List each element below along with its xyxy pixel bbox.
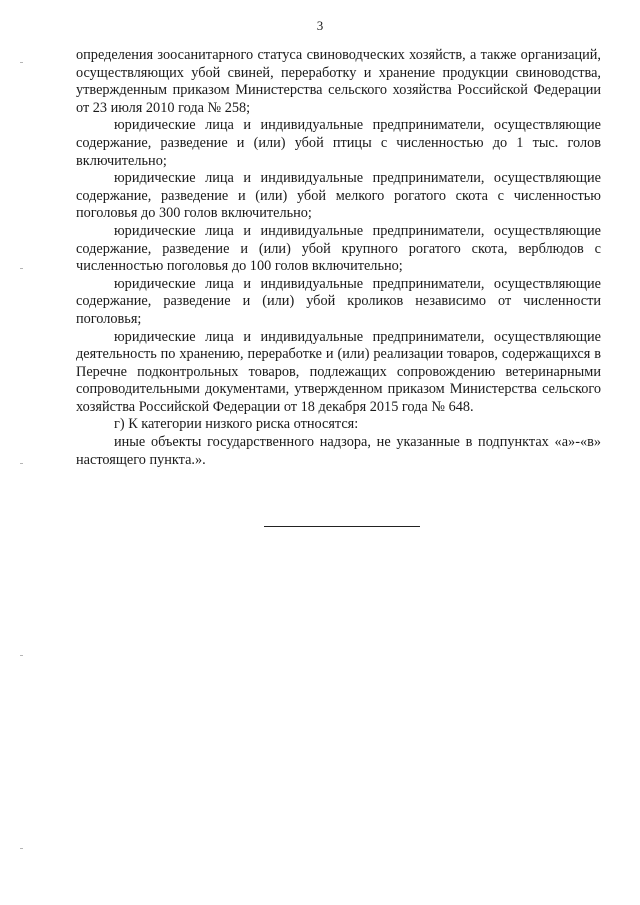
paragraph-small-cattle: юридические лица и индивидуальные предприниматели, осуществляющие содержание, разведение и (или) убой мелкого рогатого скота с численностью поголовья до 300 голов включительно; (76, 170, 601, 222)
page-number: 3 (316, 18, 324, 33)
paragraph-zoosanitary-status: определения зоосанитарного статуса свиноводческих хозяйств, а также организаций, осуществляющих убой свиней, переработку и хранение продукции свиноводства, утвержденным приказом Министерства сельского хозяйства Российской Федерации от 23 июля 2010 года № 258; (76, 47, 601, 116)
scan-mark (20, 848, 23, 849)
paragraph-large-cattle: юридические лица и индивидуальные предприниматели, осуществляющие содержание, разведение и (или) убой крупного рогатого скота, верблюдов с численностью поголовья до 100 голов включительно; (76, 222, 601, 275)
paragraph-poultry: юридические лица и индивидуальные предприниматели, осуществляющие содержание, разведение и (или) убой птицы с численностью до 1 тыс. голов включительно; (76, 117, 601, 169)
scan-mark (20, 463, 23, 464)
scan-mark (20, 655, 23, 656)
paragraph-low-risk-heading: г) К категории низкого риска относятся: (114, 416, 359, 433)
closing-rule (264, 526, 420, 527)
scan-mark (20, 62, 23, 63)
paragraph-other-objects: иные объекты государственного надзора, не указанные в подпунктах «а»-«в» настоящего пункта.». (76, 434, 601, 468)
paragraph-rabbits: юридические лица и индивидуальные предприниматели, осуществляющие содержание, разведение и (или) убой кроликов независимо от численности поголовья; (76, 275, 601, 327)
document-body (76, 47, 601, 469)
scan-mark (20, 268, 23, 269)
paragraph-storage-processing: юридические лица и индивидуальные предприниматели, осуществляющие деятельность по хранению, переработке и (или) реализации товаров, содержащихся в Перечне подконтрольных товаров, подлежащих сопровождению ветеринарными сопроводительными документами, утвержденном приказом Министерства сельского хозяйства Российской Федерации от 18 декабря 2015 года № 648. (76, 328, 601, 415)
